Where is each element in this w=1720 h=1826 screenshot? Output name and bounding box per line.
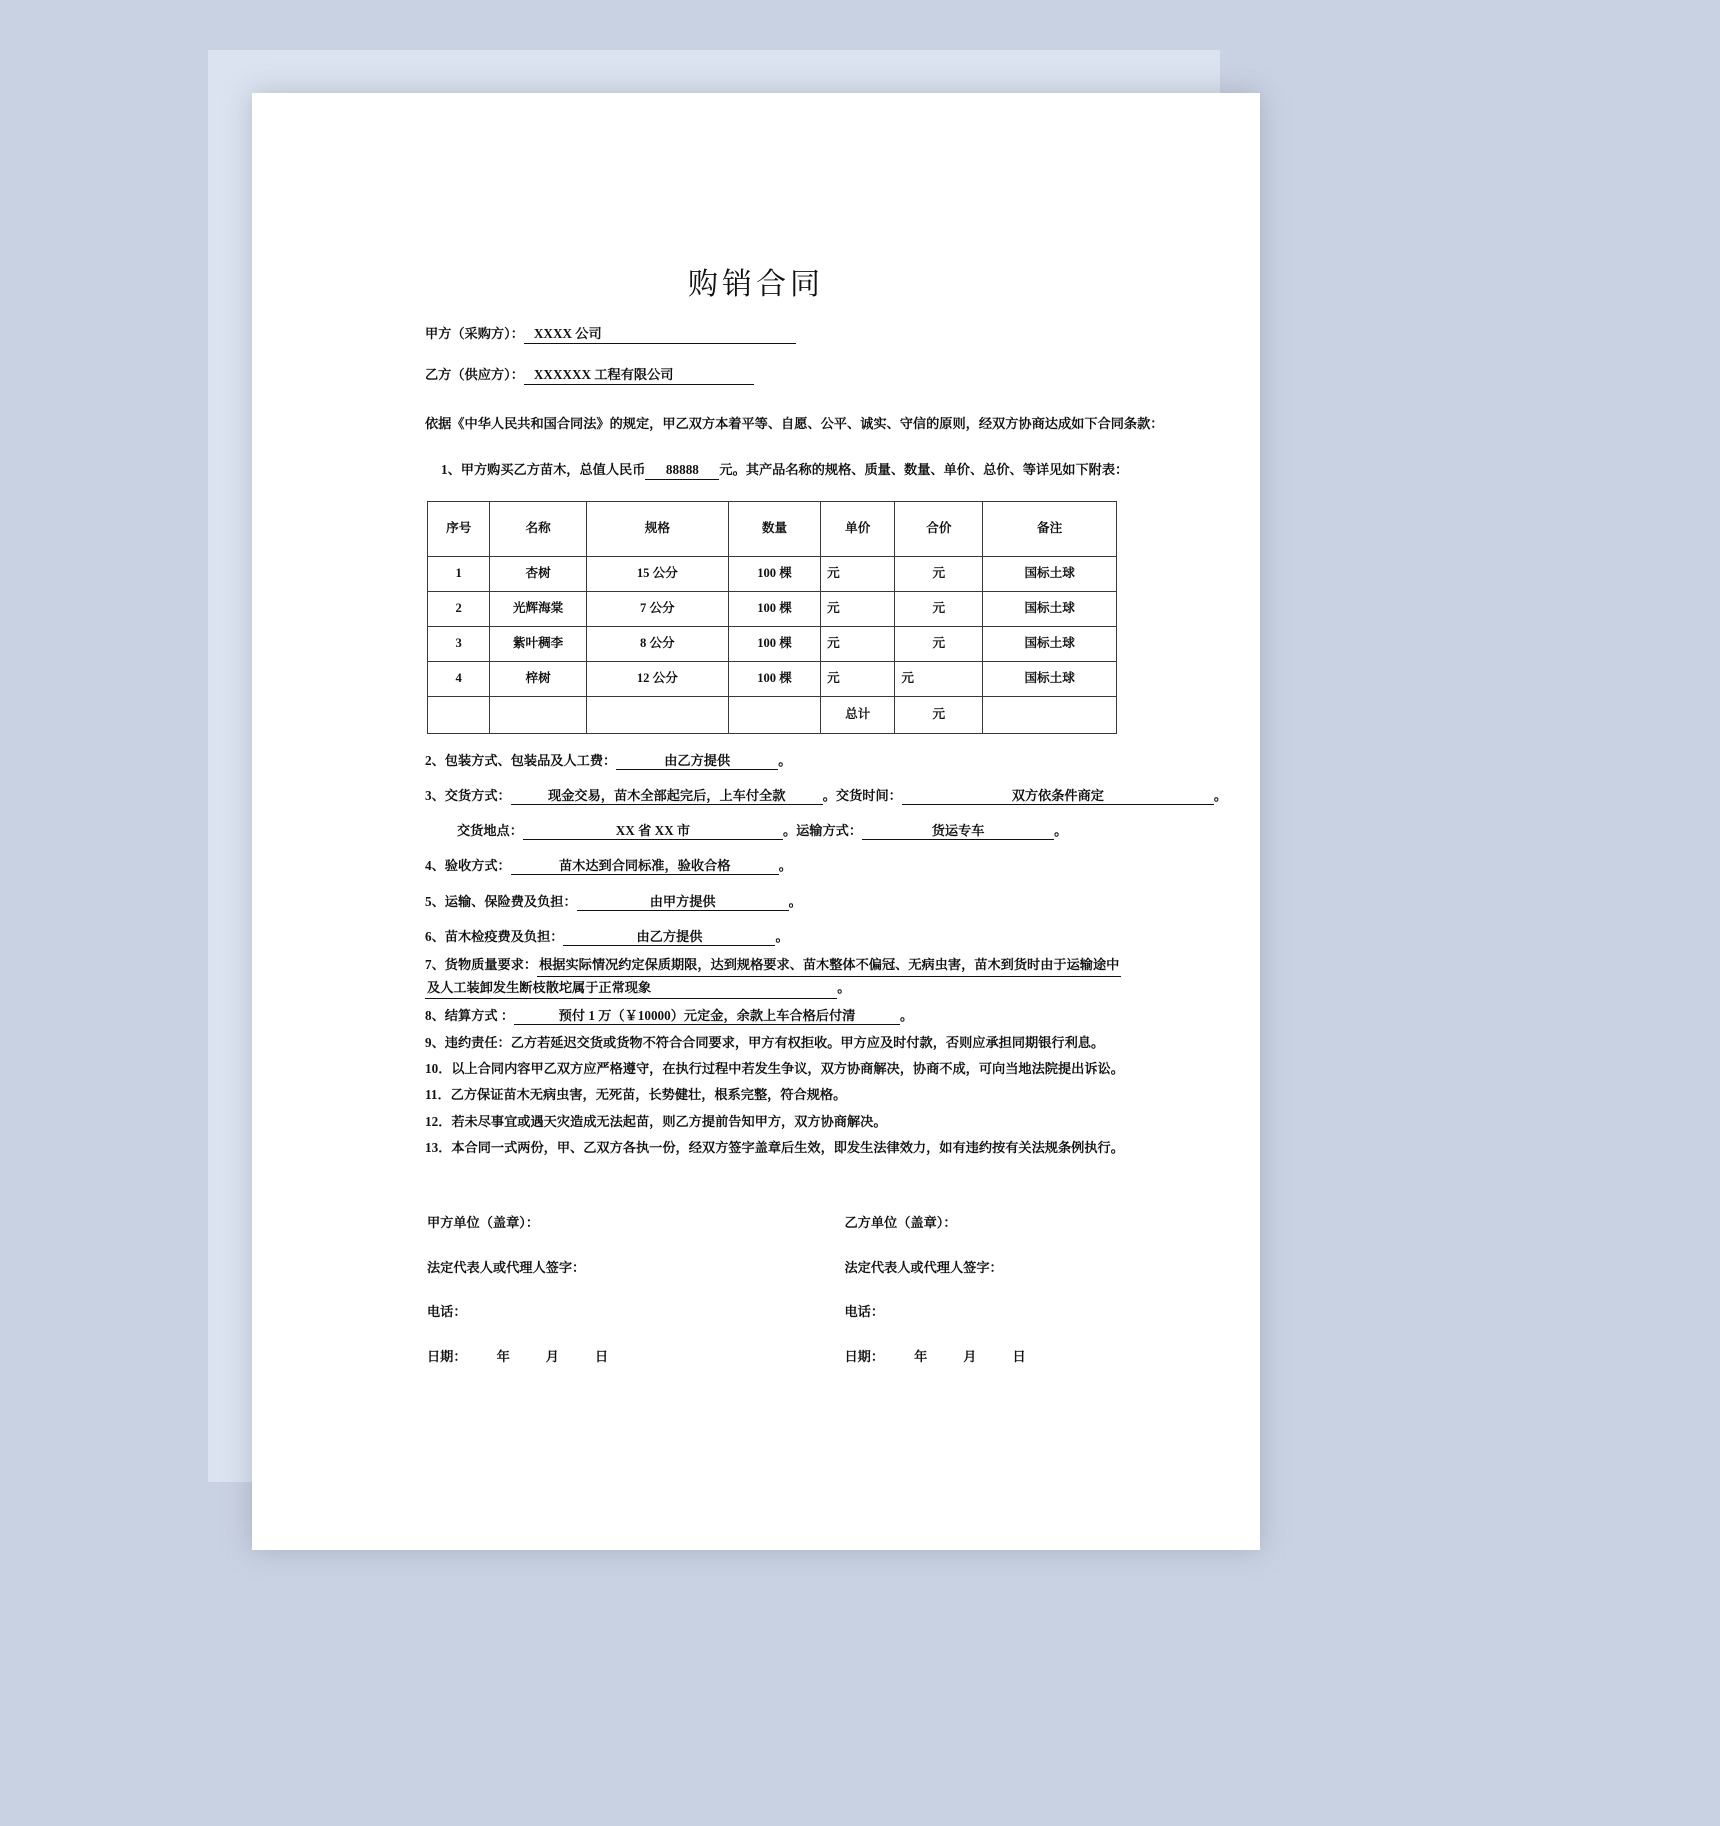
clause-7-value-line2[interactable]: 及人工装卸发生断枝散坨属于正常现象 <box>425 977 653 999</box>
clause-3-label: 交货方式： <box>444 788 511 804</box>
clause-list <box>425 750 1228 1159</box>
buyer-date-month: 月 <box>545 1348 559 1364</box>
clause-3-transport-value[interactable]: 货运专车 <box>862 822 1054 840</box>
cell-sum: 元 <box>895 556 983 591</box>
cell-spec: 7 公分 <box>586 591 728 626</box>
cell-qty: 100 棵 <box>728 661 820 696</box>
buyer-date[interactable] <box>427 1348 783 1366</box>
clause-4-value[interactable]: 苗木达到合同标准，验收合格 <box>511 857 779 875</box>
supplier-label: 乙方（供应方）： <box>425 367 524 383</box>
buyer-unit-seal[interactable]: 甲方单位（盖章）： <box>427 1215 540 1231</box>
clause-5 <box>425 891 1200 913</box>
clause-12 <box>425 1111 1200 1132</box>
clause-3-place-value[interactable]: XX 省 XX 市 <box>523 822 783 840</box>
clause-3-line2 <box>425 820 1200 842</box>
clause-3 <box>425 785 1228 807</box>
cell-spec: 12 公分 <box>586 661 728 696</box>
clause-6-number: 6、 <box>425 928 445 944</box>
table-row <box>428 626 1117 661</box>
clause-7-value-line1[interactable]: 根据实际情况约定保质期限，达到规格要求、苗木整体不偏冠、无病虫害，苗木到货时由于运输途中 <box>537 954 1121 976</box>
total-cell-name <box>490 696 586 733</box>
clause-8-number: 8、 <box>425 1008 445 1024</box>
cell-sum: 元 <box>895 591 983 626</box>
goods-table <box>427 501 1117 734</box>
total-amount-value[interactable]: 88888 <box>645 462 719 480</box>
clause-9-number: 9、 <box>425 1034 445 1050</box>
buyer-label: 甲方（采购方）： <box>425 326 524 341</box>
buyer-date-label: 日期： <box>427 1348 467 1364</box>
clause-3-tail: 。 <box>1213 788 1228 804</box>
clause-10-number: 10． <box>425 1060 452 1076</box>
cell-index: 1 <box>428 556 490 591</box>
total-cell-remark <box>983 696 1117 733</box>
clause-7-number: 7、 <box>425 957 445 973</box>
buyer-representative-signature[interactable]: 法定代表人或代理人签字： <box>427 1259 586 1275</box>
clause-8-label: 结算方式 ： <box>444 1008 515 1024</box>
cell-remark: 国标土球 <box>983 661 1117 696</box>
cell-spec: 8 公分 <box>586 626 728 661</box>
clause-3-place-label: 交货地点： <box>457 822 523 838</box>
clause-13 <box>425 1137 1200 1158</box>
clause-4-label: 验收方式： <box>444 858 511 874</box>
cell-spec: 15 公分 <box>586 556 728 591</box>
supplier-date[interactable] <box>845 1348 1201 1366</box>
total-label: 总计 <box>821 696 895 733</box>
buyer-date-year: 年 <box>496 1348 510 1364</box>
table-total-row <box>428 696 1117 733</box>
clause-3-tail2: 。 <box>1054 822 1068 838</box>
supplier-date-month: 月 <box>963 1348 977 1364</box>
intro-paragraph: 依据《中华人民共和国合同法》的规定，甲乙双方本着平等、自愿、公平、诚实、守信的原则，经双方协商达成如下合同条款： <box>425 415 1164 431</box>
header-index: 序号 <box>428 501 490 556</box>
table-row <box>428 556 1117 591</box>
supplier-representative-signature[interactable]: 法定代表人或代理人签字： <box>844 1259 1003 1275</box>
clause-2-value[interactable]: 由乙方提供 <box>616 752 778 770</box>
clause-2-tail: 。 <box>778 752 792 768</box>
clause-6-tail: 。 <box>775 928 789 944</box>
contract-page <box>252 93 1260 1550</box>
buyer-date-day: 日 <box>594 1348 609 1364</box>
buyer-line <box>425 324 1200 344</box>
clause-2 <box>425 750 1200 772</box>
cell-index: 3 <box>428 626 490 661</box>
cell-qty: 100 棵 <box>728 626 820 661</box>
cell-unit-price: 元 <box>821 661 895 696</box>
total-value: 元 <box>895 696 983 733</box>
cell-unit-price: 元 <box>821 556 895 591</box>
table-row <box>428 591 1117 626</box>
clause-4-tail: 。 <box>778 858 792 874</box>
clause-11-number: 11． <box>425 1087 451 1103</box>
cell-index: 2 <box>428 591 490 626</box>
clause-9-text: 违约责任：乙方若延迟交货或货物不符合合同要求，甲方有权拒收。甲方应及时付款，否则应承担同期银行利息。 <box>444 1034 1105 1050</box>
supplier-unit-seal[interactable]: 乙方单位（盖章）： <box>844 1215 957 1231</box>
supplier-date-year: 年 <box>914 1348 928 1364</box>
signature-column-supplier <box>783 1214 1201 1392</box>
clause-3-mid: 。交货时间： <box>822 788 902 804</box>
clause-5-label: 运输、保险费及负担： <box>444 893 577 909</box>
header-unit-price: 单价 <box>821 501 895 556</box>
cell-index: 4 <box>428 661 490 696</box>
page-title: 购销合同 <box>688 267 824 302</box>
clause-8-tail: 。 <box>900 1008 914 1024</box>
cell-name: 杏树 <box>490 556 586 591</box>
header-name: 名称 <box>490 501 586 556</box>
clause-8 <box>425 1005 1200 1026</box>
clause-9 <box>425 1032 1200 1053</box>
clause-12-number: 12． <box>425 1113 452 1129</box>
clause-8-value[interactable]: 预付 1 万（￥10000）元定金，余款上车合格后付清 <box>514 1007 900 1025</box>
table-row <box>428 661 1117 696</box>
cell-qty: 100 棵 <box>728 556 820 591</box>
clause-1-prefix: 1、甲方购买乙方苗木，总值人民币 <box>441 462 646 478</box>
cell-unit-price: 元 <box>821 591 895 626</box>
clause-4-number: 4、 <box>425 858 445 874</box>
total-cell-qty <box>728 696 820 733</box>
clause-2-number: 2、 <box>425 752 445 768</box>
clause-7-tail: 。 <box>837 979 851 995</box>
clause-1-suffix: 元。其产品名称的规格、质量、数量、单价、总价、等详见如下附表： <box>719 462 1129 478</box>
total-cell-index <box>428 696 490 733</box>
signature-column-buyer <box>427 1214 783 1392</box>
signature-block <box>425 1214 1200 1392</box>
cell-sum: 元 <box>895 661 983 696</box>
clause-5-tail: 。 <box>788 893 802 909</box>
clause-4 <box>425 855 1200 877</box>
clause-11 <box>425 1084 1200 1105</box>
clause-13-number: 13． <box>425 1140 452 1155</box>
cell-name: 紫叶稠李 <box>490 626 586 661</box>
header-remark: 备注 <box>983 501 1117 556</box>
clause-13-text: 本合同一式两份，甲、乙双方各执一份，经双方签字盖章后生效，即发生法律效力，如有违约按有关法规条例执行。 <box>451 1140 1124 1155</box>
clause-3-mid2: 。运输方式： <box>782 822 863 838</box>
document-body <box>252 324 1260 1392</box>
total-cell-spec <box>586 696 728 733</box>
table-header-row <box>428 501 1117 556</box>
clause-10 <box>425 1058 1200 1079</box>
clause-6-value[interactable]: 由乙方提供 <box>563 928 775 946</box>
clause-6-label: 苗木检疫费及负担： <box>444 928 564 944</box>
buyer-phone[interactable]: 电话： <box>427 1304 467 1320</box>
clause-5-value[interactable]: 由甲方提供 <box>577 893 789 911</box>
clause-3-delivery-time[interactable]: 双方依条件商定 <box>902 787 1214 805</box>
cell-remark: 国标土球 <box>983 556 1117 591</box>
clause-5-number: 5、 <box>425 893 445 909</box>
clause-7-label: 货物质量要求： <box>444 957 538 973</box>
supplier-line <box>425 365 1200 385</box>
cell-remark: 国标土球 <box>983 626 1117 661</box>
supplier-phone[interactable]: 电话： <box>844 1304 885 1320</box>
clause-10-text: 以上合同内容甲乙双方应严格遵守，在执行过程中若发生争议，双方协商解决，协商不成，可向当地法院提出诉讼。 <box>451 1060 1124 1076</box>
buyer-value[interactable]: XXXX 公司 <box>524 326 796 344</box>
clause-7 <box>425 954 1200 999</box>
header-spec: 规格 <box>586 501 728 556</box>
header-sum: 合价 <box>895 501 983 556</box>
clause-1 <box>425 458 1200 482</box>
supplier-date-day: 日 <box>1012 1348 1026 1364</box>
supplier-value[interactable]: XXXXXX 工程有限公司 <box>524 367 754 385</box>
cell-unit-price: 元 <box>821 626 895 661</box>
clause-12-text: 若未尽事宜或遇天灾造成无法起苗，则乙方提前告知甲方，双方协商解决。 <box>451 1113 887 1129</box>
cell-name: 光辉海棠 <box>490 591 586 626</box>
cell-sum: 元 <box>895 626 983 661</box>
cell-qty: 100 棵 <box>728 591 820 626</box>
clause-11-text: 乙方保证苗木无病虫害，无死苗，长势健壮，根系完整，符合规格。 <box>450 1087 847 1103</box>
cell-remark: 国标土球 <box>983 591 1117 626</box>
cell-name: 梓树 <box>490 661 586 696</box>
clause-2-label: 包装方式、包装品及人工费： <box>444 752 617 768</box>
clause-7-value-blank[interactable] <box>653 977 837 999</box>
clause-3-number: 3、 <box>425 788 445 804</box>
clause-3-delivery-method[interactable]: 现金交易，苗木全部起完后，上车付全款 <box>511 787 823 805</box>
clause-6 <box>425 926 1200 948</box>
supplier-date-label: 日期： <box>844 1348 885 1364</box>
header-qty: 数量 <box>728 501 820 556</box>
